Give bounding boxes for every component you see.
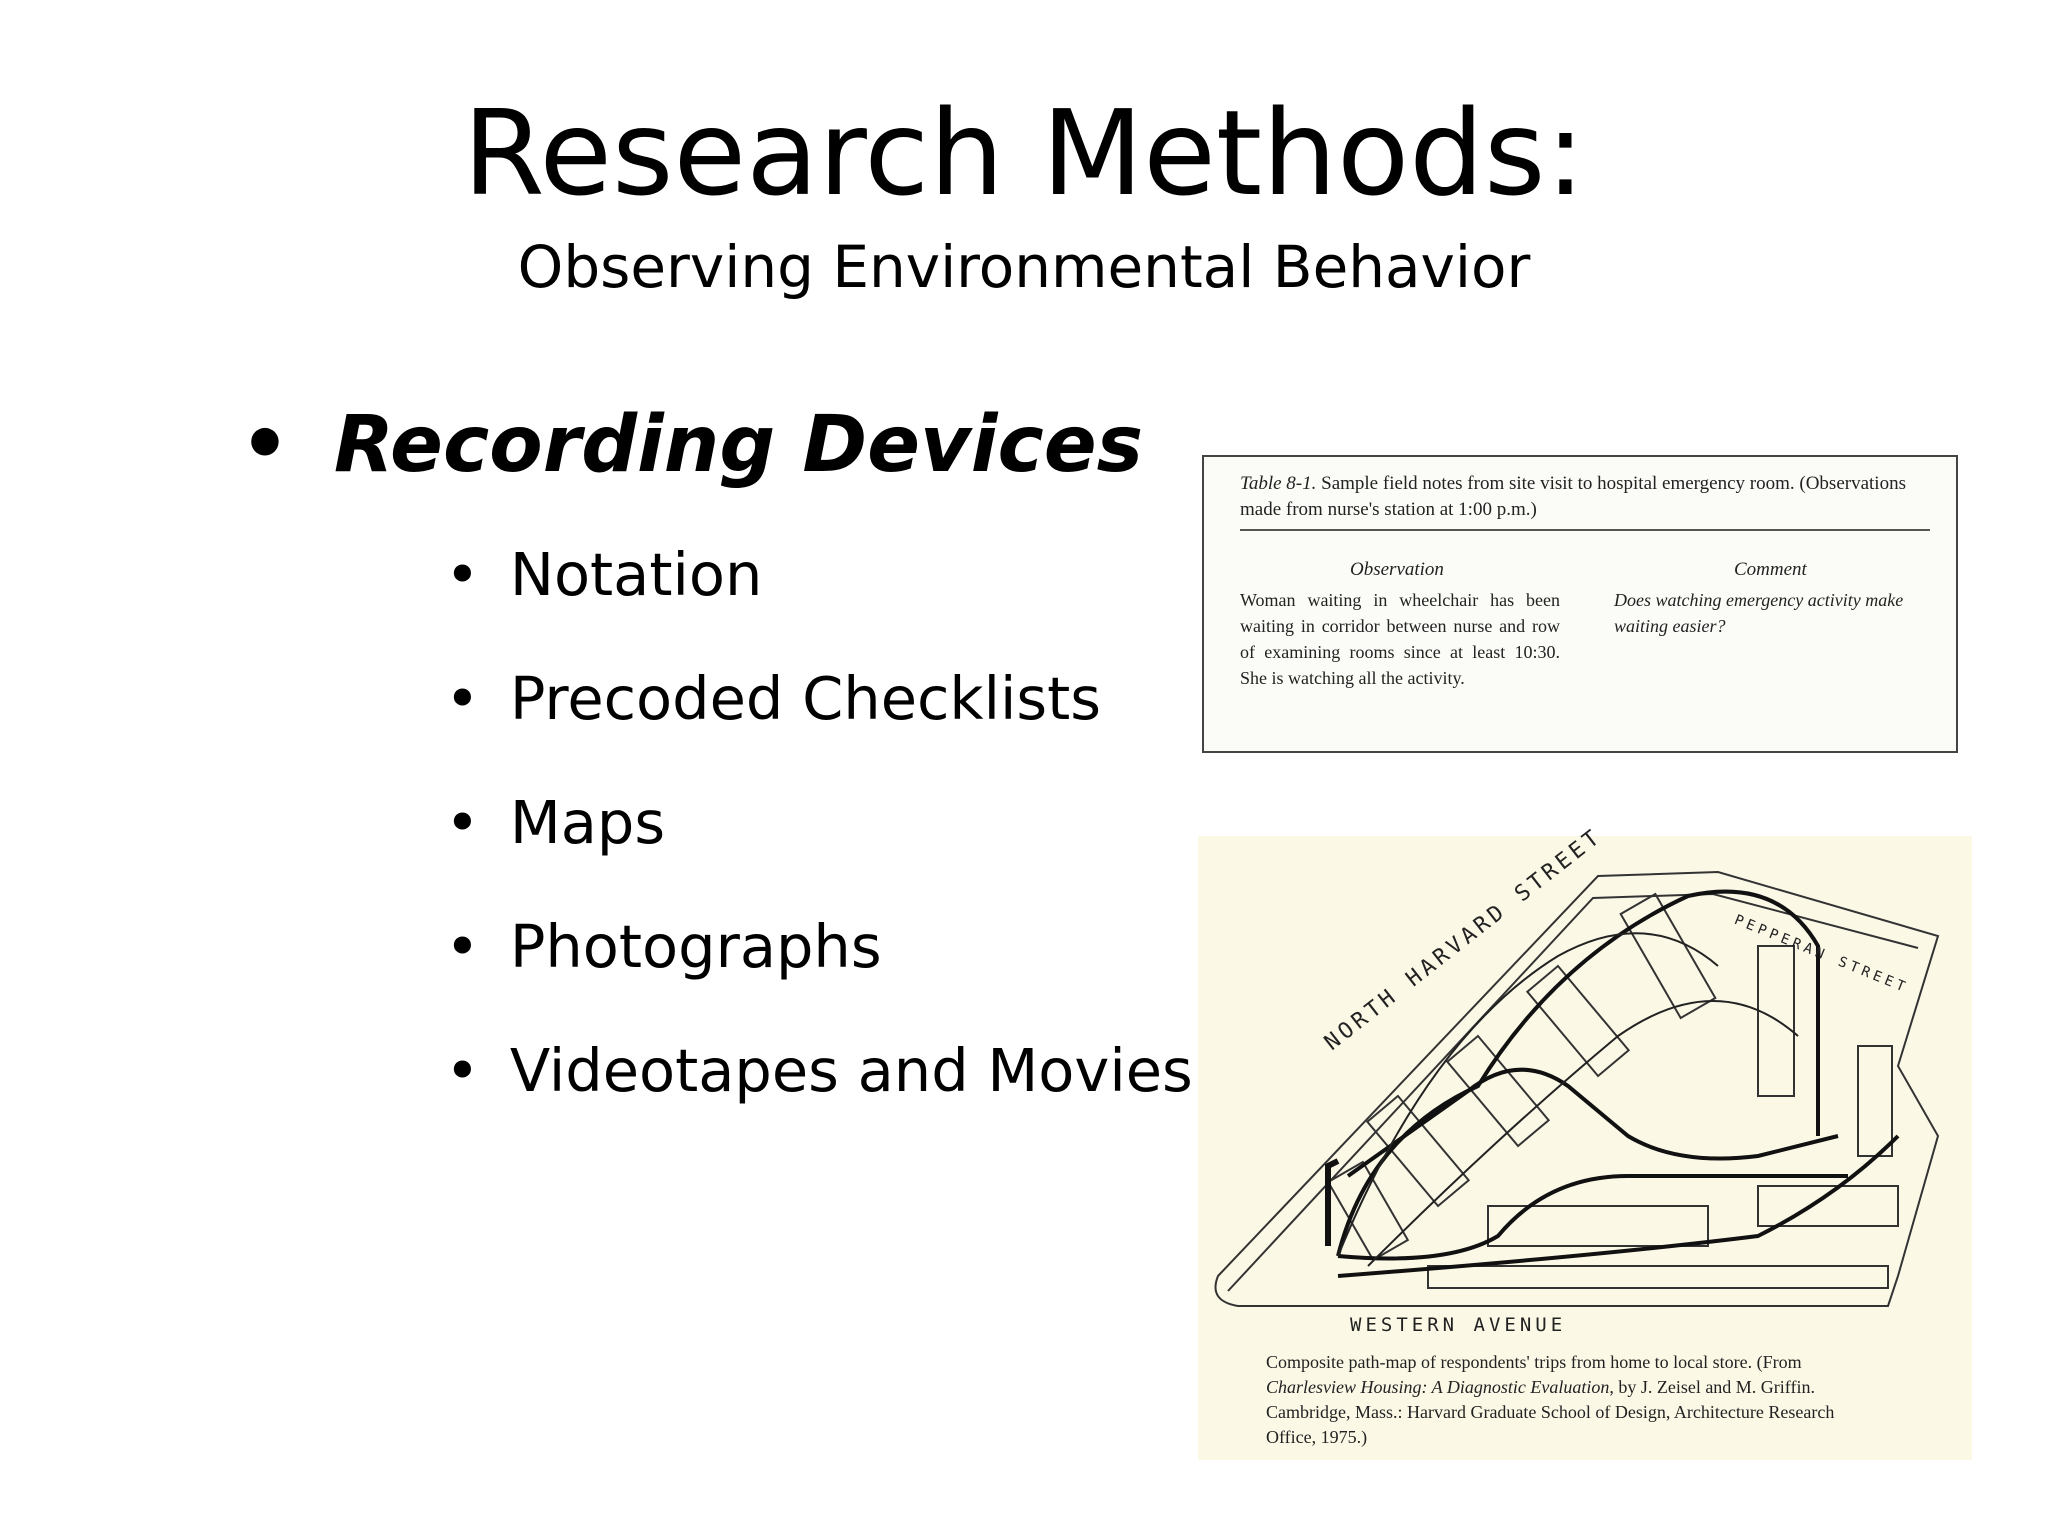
bullet-icon: • [445, 540, 480, 609]
list-item [445, 540, 1193, 664]
comment-header: Comment [1734, 559, 1807, 580]
observation-text: Woman waiting in wheelchair has been waiting in corridor between nurse and row of examining rooms since at least 10:30. She is watching all the activity. [1240, 590, 1560, 688]
list-item-label: Photographs [509, 912, 882, 981]
list-item [445, 788, 1193, 912]
bullet-icon: • [445, 1036, 480, 1105]
building [1758, 946, 1794, 1096]
recording-device-list [445, 540, 1193, 1160]
caption-pre: Composite path-map of respondents' trips from home to local store. (From [1266, 1352, 1802, 1372]
caption-book-title: Charlesview Housing: A Diagnostic Evaluation [1266, 1377, 1610, 1397]
path-map-caption [1266, 1350, 1886, 1450]
comment-text: Does watching emergency activity make waiting easier? [1614, 590, 1904, 636]
street-label-north-harvard: NORTH HARVARD STREET [1320, 823, 1608, 1056]
list-item-label: Notation [509, 540, 763, 609]
slide-title: Research Methods: [462, 84, 1586, 222]
building [1527, 966, 1628, 1076]
bullet-icon: • [445, 664, 480, 733]
list-item [445, 1036, 1193, 1160]
trip-path [1368, 1001, 1798, 1266]
bullet-icon: • [445, 788, 480, 857]
list-item-label: Precoded Checklists [509, 664, 1101, 733]
building [1758, 1186, 1898, 1226]
field-notes-caption [1240, 471, 1930, 523]
table-caption-text: Sample field notes from site visit to hospital emergency room. (Observations made from nurse's station at 1:00 p.m.) [1240, 473, 1906, 520]
path-map-image [1198, 823, 1972, 1460]
site-boundary [1216, 872, 1939, 1306]
bullet-icon: • [240, 400, 290, 490]
building [1621, 894, 1716, 1018]
main-bullet-label: Recording Devices [333, 400, 1144, 490]
list-item-label: Videotapes and Movies [509, 1036, 1193, 1105]
building [1428, 1266, 1888, 1288]
list-item [445, 912, 1193, 1036]
list-item [445, 664, 1193, 788]
table-label: Table 8-1. [1240, 473, 1317, 494]
list-item-label: Maps [509, 788, 666, 857]
slide-subtitle: Observing Environmental Behavior [517, 233, 1531, 301]
building [1858, 1046, 1892, 1156]
street-label-western: WESTERN AVENUE [1350, 1314, 1567, 1336]
main-bullet [240, 395, 1143, 495]
bullet-icon: • [445, 912, 480, 981]
caption-post: , by J. Zeisel and M. Griffin. Cambridge, Mass.: Harvard Graduate School of Design, Architecture Research Office, 1975.) [1266, 1377, 1835, 1447]
street-label-pepperan: PEPPERAN STREET [1732, 912, 1911, 997]
field-notes-table-image [1202, 455, 1958, 753]
observation-header: Observation [1350, 559, 1444, 580]
divider [1240, 529, 1930, 531]
